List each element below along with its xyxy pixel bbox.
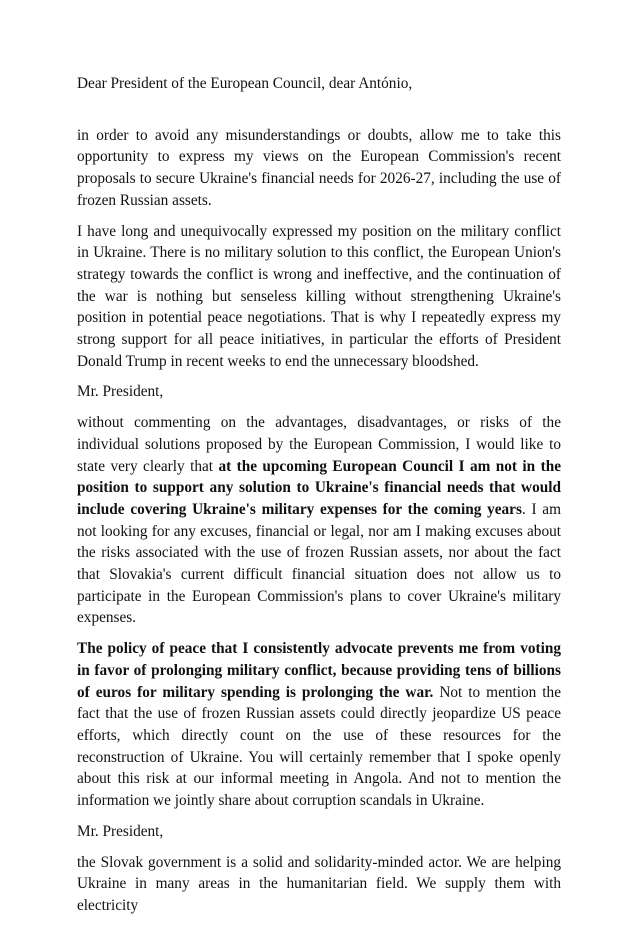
paragraph-position: I have long and unequivocally expressed my position on the military conflict in Ukraine. There is no military solution to this conflict, the European Union's strategy towards the conflict is wrong and ineffective, and the continuation of the war is nothing but senseless killing without strengthening Ukraine's position in potential peace negotiations. That is why I repeatedly express my strong support for all peace initiatives, in particular the efforts of President Donald Trump in recent weeks to end the unnecessary bloodshed. [77, 222, 561, 370]
letter-body [77, 73, 561, 926]
paragraph-slovak-government: the Slovak government is a solid and solidarity-minded actor. We are helping Ukraine in many areas in the humanitarian field. We supply them with electricity [77, 853, 561, 914]
address-line-1: Mr. President, [77, 383, 164, 401]
peace-policy-bold-text: The policy of peace that I consistently advocate prevents me from voting in favor of prolonging military conflict, because providing tens of billions of euros for military spending is prolonging the war. [77, 640, 561, 701]
statement-intro-text: without commenting on the advantages, disadvantages, or risks of the individual solutions proposed by the European Commission, I would like to state very clearly that [77, 414, 561, 475]
statement-rest-text: . I am not looking for any excuses, financial or legal, nor am I making excuses about the risks associated with the use of frozen Russian assets, nor about the fact that Slovakia's current difficult financial situation does not allow us to participate in the European Commission's plans to cover Ukraine's military expenses. [77, 500, 561, 627]
paragraph-position-statement [77, 412, 561, 629]
paragraph-peace-policy [77, 638, 561, 812]
address-line-2: Mr. President, [77, 822, 164, 840]
statement-bold-text: at the upcoming European Council I am not in the position to support any solution to Ukraine's financial needs that would include covering Ukraine's military expenses for the coming years [77, 457, 561, 518]
salutation: Dear President of the European Council, dear António, [77, 75, 413, 92]
paragraph-purpose: in order to avoid any misunderstandings or doubts, allow me to take this opportunity to express my views on the European Commission's recent proposals to secure Ukraine's financial needs for 2026-27, including the use of frozen Russian assets. [77, 126, 561, 209]
peace-policy-rest-text: Not to mention the fact that the use of frozen Russian assets could directly jeopardize US peace efforts, which directly count on the use of these resources for the reconstruction of Ukraine. You will certainly remember that I spoke openly about this risk at our informal meeting in Angola. And not to mention the information we jointly share about corruption scandals in Ukraine. [77, 683, 561, 810]
